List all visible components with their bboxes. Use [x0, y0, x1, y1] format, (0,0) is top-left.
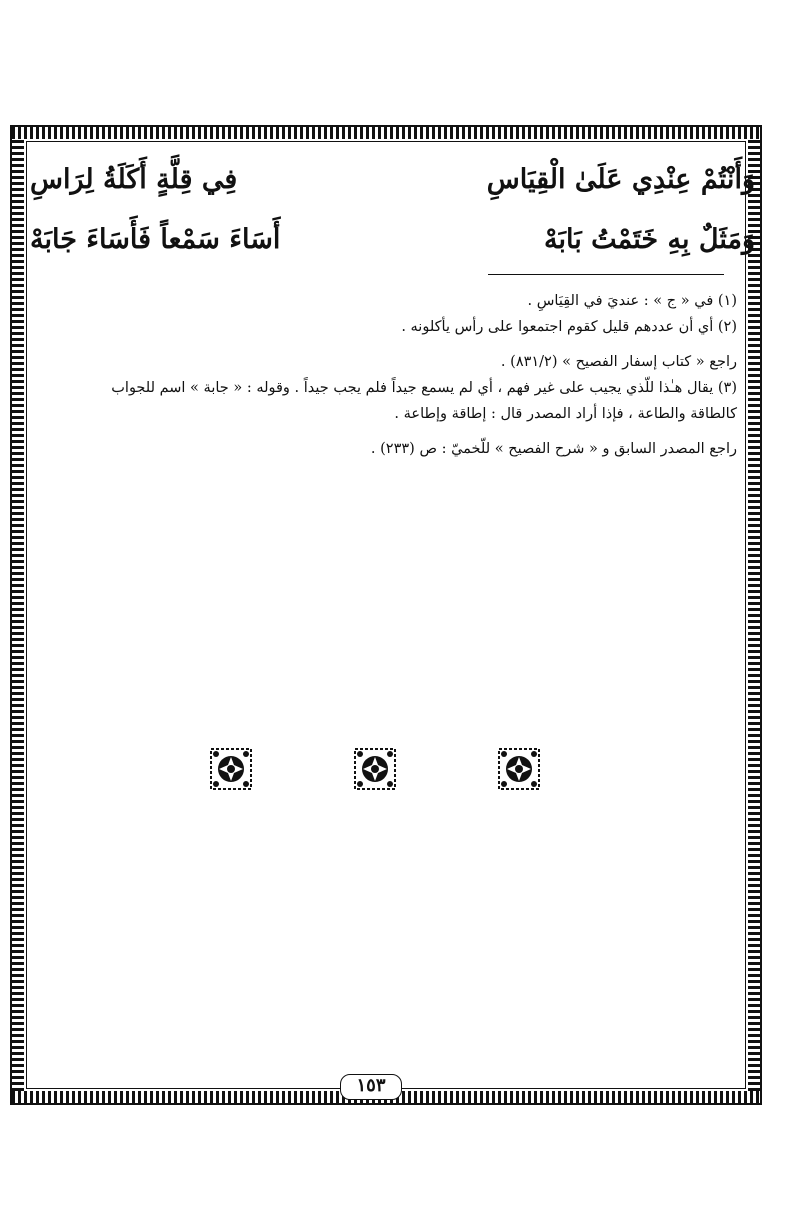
- decorative-page-border: [10, 125, 762, 1105]
- verse-2-first-hemistich: وَمَثَلٌ بِهِ خَتَمْتُ بَابَهْ: [544, 224, 755, 255]
- arabesque-star-ornament-icon: [210, 748, 252, 790]
- verse-line-1: [30, 155, 755, 205]
- footnote-2: (٢) أي أن عددهم قليل كقوم اجتمعوا على رأس يأكلونه .: [401, 319, 737, 335]
- footnote-3-reference: راجع المصدر السابق و « شرح الفصيح » للّخميّ : ص (٢٣٣) .: [370, 441, 737, 457]
- verse-1-second-hemistich: فِي قِلَّةٍ أَكَلَةُ لِرَاسِ: [30, 164, 238, 195]
- footnote-1: (١) في « ج » : عنديَ في القِيَاسِ .: [527, 293, 737, 309]
- footnote-separator: [488, 274, 724, 275]
- section-end-ornaments: [210, 744, 540, 794]
- page-content-area: [26, 141, 746, 1089]
- footnote-3-continuation: كالطاقة والطاعة ، فإذا أراد المصدر قال : إطاقة وإطاعة .: [394, 406, 737, 422]
- footnote-3: (٣) يقال هـٰذا للّذي يجيب على غير فهم ، أي لم يسمع جيداً فلم يجب جيداً . وقوله : « جابة » اسم للجواب: [111, 380, 737, 396]
- verse-2-second-hemistich: أَسَاءَ سَمْعاً فَأَسَاءَ جَابَهْ: [30, 224, 281, 255]
- footnotes: [30, 288, 737, 462]
- verse-1-first-hemistich: وَأَنْتُمْ عِنْدِي عَلَىٰ الْقِيَاسِ: [486, 164, 755, 195]
- page-number: ١٥٣: [340, 1074, 402, 1100]
- arabesque-star-ornament-icon: [498, 748, 540, 790]
- verse-line-2: [30, 215, 755, 265]
- footnote-2-reference: راجع « كتاب إسفار الفصيح » (٨٣١/٢) .: [500, 354, 737, 370]
- arabesque-star-ornament-icon: [354, 748, 396, 790]
